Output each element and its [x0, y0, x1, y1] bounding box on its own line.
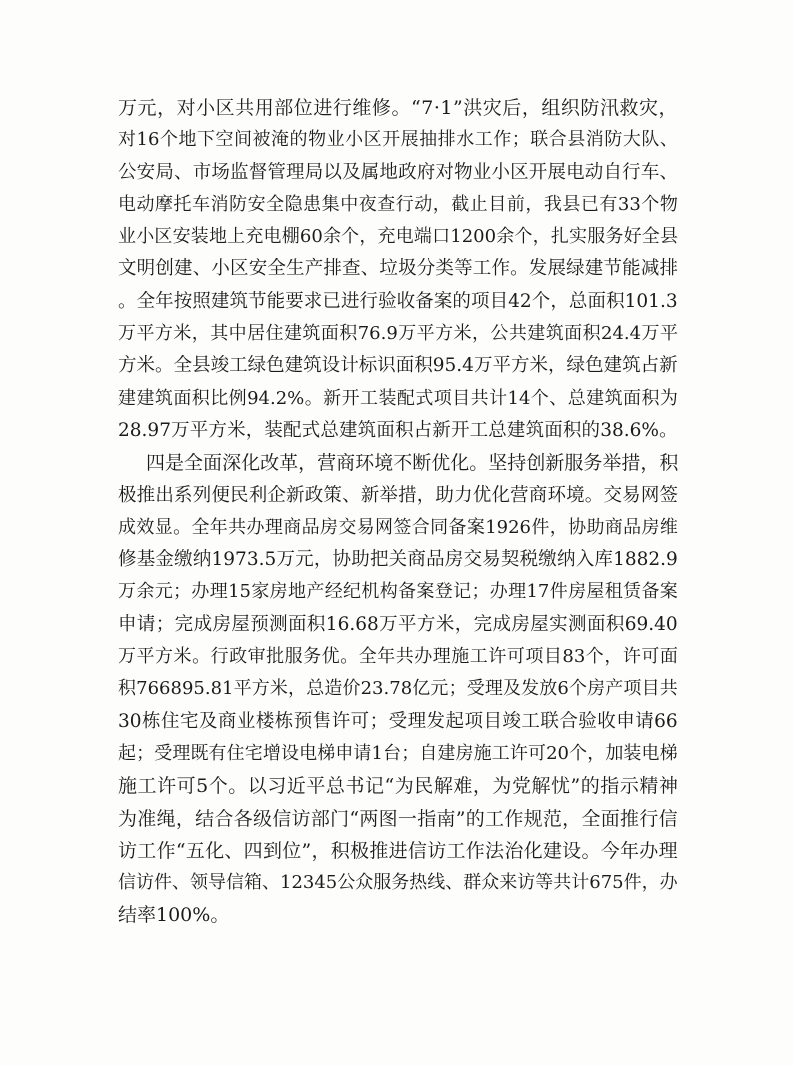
text-line: 申 请 ； 完 成 房 屋 预 测 面 积 16.68 万 平 方 米 ， 完 成 房 屋 实 测 面 积 69.40 — [118, 613, 678, 635]
text-line: 万 元 ， 对 小 区 共 用 部 位 进 行 维 修 。 “ 7 · 1 ” 洪 灾 后 ， 组 织 防 汛 救 灾 ， — [118, 97, 678, 119]
text-line: 业 小 区 安 装 地 上 充 电 棚 60 余 个 ， 充 电 端 口 1200 余 个 ， 扎 实 服 务 好 全 县 — [118, 226, 678, 248]
text-line: 积 766895.81 平 方 米 ， 总 造 价 23.78 亿 元 ； 受 理 及 发 放 6 个 房 产 项 目 共 — [118, 678, 678, 700]
text-line: 成 效 显 。 全 年 共 办 理 商 品 房 交 易 网 签 合 同 备 案 1926 件 ， 协 助 商 品 房 维 — [118, 516, 678, 538]
text-line: 。 全 年 按 照 建 筑 节 能 要 求 已 进 行 验 收 备 案 的 项 目 42 个 ， 总 面 积 101.3 — [118, 290, 678, 312]
body-text — [118, 92, 678, 932]
text-line: 公 安 局 、 市 场 监 督 管 理 局 以 及 属 地 政 府 对 物 业 小 区 开 展 电 动 自 行 车 、 — [118, 161, 678, 183]
text-line: 极 推 出 系 列 便 民 利 企 新 政 策 、 新 举 措 ， 助 力 优 化 营 商 环 境 。 交 易 网 签 — [118, 484, 678, 506]
paragraph-1 — [118, 92, 678, 447]
text-line: 为 准 绳 ， 结 合 各 级 信 访 部 门 “ 两 图 一 指 南 ” 的 工 作 规 范 ， 全 面 推 行 信 — [118, 807, 678, 830]
text-line: 对 16 个 地 下 空 间 被 淹 的 物 业 小 区 开 展 抽 排 水 工 作 ； 联 合 县 消 防 大 队 、 — [118, 129, 678, 151]
text-line: 施 工 许 可 5 个 。 以 习 近 平 总 书 记 “ 为 民 解 难 ， 为 党 解 忧 ” 的 指 示 精 神 — [118, 775, 678, 798]
text-line: 文 明 创 建 、 小 区 安 全 生 产 排 查 、 垃 圾 分 类 等 工 作 。 发 展 绿 建 节 能 减 排 — [118, 258, 678, 280]
text-line: 建 建 筑 面 积 比 例 94.2% 。 新 开 工 装 配 式 项 目 共 计 14 个 、 总 建 筑 面 积 为 — [118, 387, 678, 409]
text-line: 方 米 。 全 县 竣 工 绿 色 建 筑 设 计 标 识 面 积 95.4 万 平 方 米 ， 绿 色 建 筑 占 新 — [118, 355, 678, 377]
text-line: 结率100%。 — [118, 904, 230, 927]
text-line: 万 平 方 米 ， 其 中 居 住 建 筑 面 积 76.9 万 平 方 米 ， 公 共 建 筑 面 积 24.4 万 平 — [118, 323, 678, 345]
text-line: 修 基 金 缴 纳 1973.5 万 元 ， 协 助 把 关 商 品 房 交 易 契 税 缴 纳 入 库 1882.9 — [118, 549, 678, 571]
text-line: 30 栋 住 宅 及 商 业 楼 栋 预 售 许 可 ； 受 理 发 起 项 目 竣 工 联 合 验 收 申 请 66 — [118, 710, 678, 732]
text-line: 万 余 元 ； 办 理 15 家 房 地 产 经 纪 机 构 备 案 登 记 ； 办 理 17 件 房 屋 租 赁 备 案 — [118, 581, 678, 603]
text-line: 信 访 件 、 领 导 信 箱 、 12345 公 众 服 务 热 线 、 群 众 来 访 等 共 计 675 件 ， 办 — [118, 872, 678, 894]
text-line: 万 平 方 米 。 行 政 审 批 服 务 优 。 全 年 共 办 理 施 工 许 可 项 目 83 个 ， 许 可 面 — [118, 646, 678, 668]
text-line: 起 ； 受 理 既 有 住 宅 增 设 电 梯 申 请 1 台 ； 自 建 房 施 工 许 可 20 个 ， 加 装 电 梯 — [118, 742, 678, 764]
paragraph-2 — [118, 447, 678, 931]
text-line: 访 工 作 “ 五 化 、 四 到 位 ” ， 积 极 推 进 信 访 工 作 法 治 化 建 设 。 今 年 办 理 — [118, 839, 678, 862]
text-line: 四 是 全 面 深 化 改 革 ， 营 商 环 境 不 断 优 化 。 坚 持 创 新 服 务 举 措 ， 积 — [146, 452, 678, 475]
text-line: 电 动 摩 托 车 消 防 安 全 隐 患 集 中 夜 查 行 动 ， 截 止 目 前 ， 我 县 已 有 33 个 物 — [118, 193, 678, 215]
text-line: 28.97 万 平 方 米 ， 装 配 式 总 建 筑 面 积 占 新 开 工 总 建 筑 面 积 的 38.6% 。 — [118, 419, 678, 441]
